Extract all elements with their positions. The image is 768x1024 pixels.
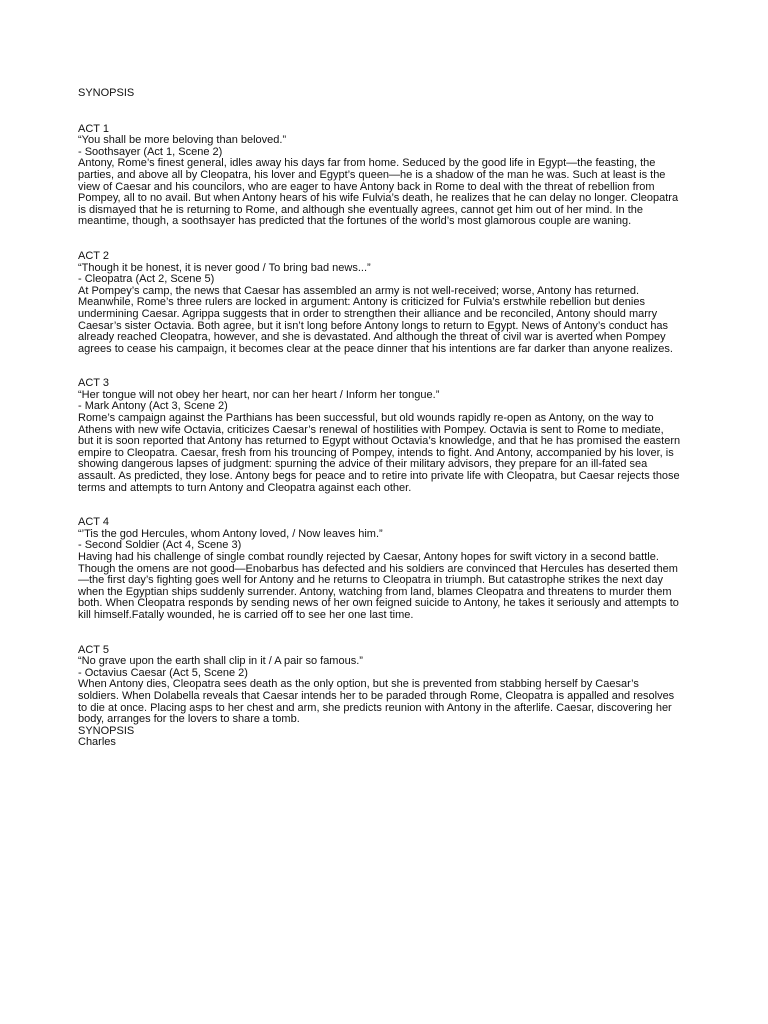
act-heading: ACT 4 [78, 516, 109, 529]
footer-author-name: Charles [78, 736, 116, 749]
act-heading: ACT 2 [78, 249, 109, 262]
act-2-section [78, 251, 682, 355]
act-3-section [78, 378, 682, 494]
act-quote: “No grave upon the earth shall clip in it / A pair so famous.” [78, 655, 363, 668]
act-summary: At Pompey’s camp, the news that Caesar has assembled an army is not well-received; worse, Antony has returned. Meanwhile, Rome’s three rulers are locked in argument: Antony is criticized for Fulvia’s erstwhile rebellion but denies undermining Caesar. Agrippa suggests that in order to strengthen their alliance and be reconciled, Antony should marry Caesar’s sister Octavia. Both agree, but it isn’t long before Antony longs to return to Egypt. News of Antony’s conduct has already reached Cleopatra, however, and she is devastated. And although the threat of civil war is averted when Pompey agrees to cease his campaign, it becomes clear at the peace dinner that his intentions are far darker than anyone realizes. [78, 284, 673, 355]
act-summary: When Antony dies, Cleopatra sees death as the only option, but she is prevented from stabbing herself by Caesar’s soldiers. When Dolabella reveals that Caesar intends her to be paraded through Rome, Cleopatra is appalled and resolves to die at once. Placing asps to her chest and arm, she predicts reunion with Antony in the afterlife. Caesar, discovering her body, arranges for the lovers to share a tomb. [78, 678, 675, 726]
act-heading: ACT 5 [78, 643, 109, 656]
act-heading: ACT 1 [78, 122, 109, 135]
document-page [78, 88, 682, 749]
act-5-section [78, 645, 682, 726]
document-title: SYNOPSIS [78, 87, 135, 99]
act-attribution: - Mark Antony (Act 3, Scene 2) [78, 400, 228, 413]
act-quote: “’Tis the god Hercules, whom Antony loved, / Now leaves him.” [78, 527, 383, 540]
act-4-section [78, 517, 682, 621]
act-summary: Having had his challenge of single combat roundly rejected by Caesar, Antony hopes for swift victory in a second battle. Though the omens are not good—Enobarbus has defected and his soldiers are convinced that Hercules has deserted them—the first day’s fighting goes well for Antony and he returns to Cleopatra in triumph. But catastrophe strikes the next day when the Egyptian ships suddenly surrender. Antony, watching from land, blames Cleopatra and threatens to murder them both. When Cleopatra responds by sending news of her own feigned suicide to Antony, he takes it seriously and attempts to kill himself.Fatally wounded, he is carried off to see her one last time. [78, 551, 679, 621]
act-attribution: - Cleopatra (Act 2, Scene 5) [78, 273, 215, 286]
act-heading: ACT 3 [78, 377, 109, 390]
act-summary: Antony, Rome’s finest general, idles away his days far from home. Seduced by the good life in Egypt—the feasting, the parties, and above all by Cleopatra, his lover and Egypt’s queen—he is a shadow of the man he was. Such at least is the view of Caesar and his councilors, who are eager to have Antony back in Rome to deal with the threat of rebellion from Pompey, all to no avail. But when Antony hears of his wife Fulvia’s death, he realizes that he can delay no longer. Cleopatra is dismayed that he is returning to Rome, and although she eventually agrees, cannot get him out of her mind. In the meantime, though, a soothsayer has predicted that the fortunes of the world’s most glamorous couple are waning. [78, 157, 679, 228]
act-summary: Rome’s campaign against the Parthians has been successful, but old wounds rapidly re-open as Antony, on the way to Athens with new wife Octavia, criticizes Caesar’s renewal of hostilities with Pompey. Octavia is sent to Rome to mediate, but it is soon reported that Antony has returned to Egypt without Octavia’s knowledge, and that he has promised the eastern empire to Cleopatra. Caesar, fresh from his trouncing of Pompey, intends to fight. And Antony, accompanied by his lover, is showing dangerous lapses of judgment: spurning the advice of their military advisors, they prepare for an ill-fated sea assault. As predicted, they lose. Antony begs for peace and to retire into private life with Cleopatra, but Caesar rejects those terms and attempts to turn Antony and Cleopatra against each other. [78, 412, 681, 494]
footer-synopsis-label: SYNOPSIS [78, 724, 135, 737]
act-quote: “Though it be honest, it is never good / To bring bad news...” [78, 261, 371, 274]
act-attribution: - Octavius Caesar (Act 5, Scene 2) [78, 666, 248, 679]
act-quote: “You shall be more beloving than beloved.” [78, 134, 287, 147]
act-attribution: - Second Soldier (Act 4, Scene 3) [78, 539, 242, 552]
act-1-section [78, 124, 682, 228]
act-attribution: - Soothsayer (Act 1, Scene 2) [78, 145, 223, 158]
act-quote: “Her tongue will not obey her heart, nor can her heart / Inform her tongue.” [78, 388, 440, 401]
